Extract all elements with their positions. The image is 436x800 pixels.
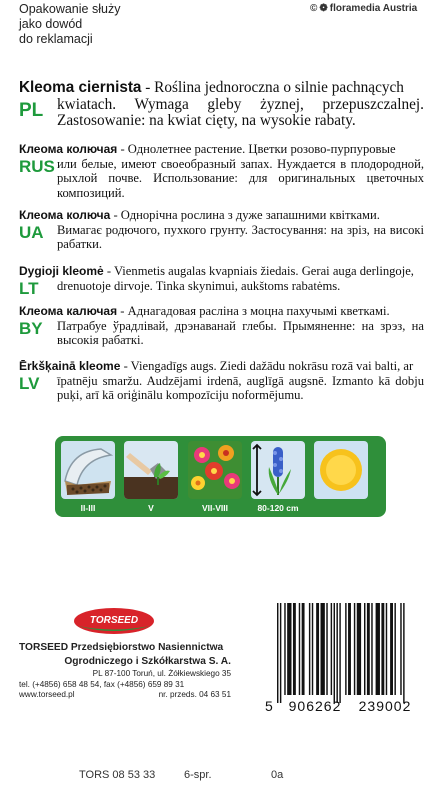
description-text: Патрабуе ўрадлівай, дрэнаванай глебы. Прымяненне: на зрэз, на высокія рабаткі.: [57, 318, 424, 348]
description-text: - Однорічна рослина з дуже запашними квітками.: [113, 208, 380, 222]
cultivation-icons-strip: [55, 436, 386, 517]
company-name: TORSEED Przedsiębiorstwo Nasiennictwa: [19, 642, 224, 653]
greenhouse-icon: [61, 441, 115, 499]
barcode-bar: [376, 603, 380, 695]
barcode-bar: [381, 603, 384, 695]
copyright-icon: ©: [310, 3, 318, 14]
company-registration: nr. przeds. 04 63 51: [158, 690, 231, 699]
barcode-bar: [331, 603, 332, 695]
description-text: - Однолетнее растение. Цветки розово-пурпуровые: [120, 142, 396, 156]
description-ua: [19, 208, 424, 252]
brand-credit: [310, 3, 417, 14]
spr-code: 6-spr.: [184, 769, 212, 781]
barcode-left-digits: 906262: [288, 698, 342, 714]
note-line: jako dowód: [19, 17, 83, 31]
barcode-bar: [371, 603, 372, 695]
description-lv: [19, 359, 424, 403]
description-text: kwiatach. Wymaga gleby żyznej, przepuszczalnej. Zastosowanie: na kwiat cięty, na wysokie rabaty.: [57, 95, 424, 129]
company-website: www.torseed.pl: [19, 690, 75, 699]
barcode-bar: [348, 603, 351, 695]
lang-code: LV: [19, 374, 40, 393]
lang-code: RUS: [19, 157, 55, 176]
company-info: [19, 641, 231, 701]
barcode-bar: [334, 603, 335, 703]
barcode-bar: [345, 603, 346, 695]
plant-name: Ērkšķainā kleome: [19, 359, 121, 373]
ean-barcode: [263, 603, 431, 715]
icon-label: V: [148, 503, 154, 513]
description-text: Вимагає родючого, пухкого грунту. Застосування: на зріз, на високі рабатки.: [57, 222, 424, 252]
barcode-bar: [390, 603, 393, 695]
barcode-bar: [336, 603, 337, 703]
barcode-bar: [284, 603, 285, 695]
lang-code: LT: [19, 279, 39, 298]
description-text: - Аднагадовая расліна з моцна пахучымі кветкамі.: [120, 304, 390, 318]
lang-code: PL: [19, 100, 44, 121]
note-line: Opakowanie służy: [19, 2, 121, 16]
barcode-bar: [367, 603, 370, 695]
barcode-bar: [316, 603, 319, 695]
flowers-icon: [188, 441, 242, 499]
description-lt: [19, 264, 424, 298]
barcode-first-digit: 5: [265, 698, 273, 714]
barcode-bar: [309, 603, 310, 695]
torseed-logo: [73, 606, 155, 636]
brand-name: floramedia Austria: [329, 3, 418, 14]
description-text: - Vienmetis augalas kvapniais žiedais. Gerai auga derlingoje,: [106, 264, 414, 278]
company-name: Ogrodniczego i Szkółkarstwa S. A.: [64, 656, 231, 667]
icon-label: II-III: [80, 503, 96, 513]
plant-name: Клеома калючая: [19, 304, 118, 318]
description-text: - Roślina jednoroczna o silnie pachnących: [145, 79, 404, 96]
icon-label: 80-120 cm: [257, 503, 299, 513]
barcode-bar: [386, 603, 387, 695]
barcode-bar: [293, 603, 296, 695]
sun-icon: [314, 441, 368, 499]
description-rus: [19, 142, 424, 200]
description-text: īpatnēju smaržu. Audzējami irdenā, auglīgā augsnē. Izmanto kā dobju puķi, arī kā oriģinālu kompozīciju noformējumu.: [57, 373, 424, 403]
product-code: TORS 08 53 33: [79, 769, 156, 781]
barcode-bar: [357, 603, 361, 695]
barcode-bar: [312, 603, 313, 695]
complaint-note: [19, 2, 120, 47]
barcode-bar: [394, 603, 395, 695]
plant-name: Kleoma ciernista: [19, 79, 142, 96]
logo-text: TORSEED: [89, 615, 139, 626]
barcode-bar: [280, 603, 281, 703]
barcode-bar: [339, 603, 340, 703]
plant-name: Клеома колюча: [19, 208, 111, 222]
planting-icon: [124, 441, 178, 499]
barcode-bar: [302, 603, 305, 695]
variant-code: 0a: [271, 769, 284, 781]
barcode-bar: [287, 603, 291, 695]
description-text: или белые, имеют своеобразный запах. Нуждается в плодородной, рыхлой почве. Использование: для оригинальных цветочных композиций.: [57, 156, 424, 200]
note-line: do reklamacji: [19, 32, 93, 46]
barcode-bar: [364, 603, 365, 695]
lang-code: UA: [19, 223, 44, 242]
barcode-bar: [403, 603, 404, 703]
plant-name: Клеома колючая: [19, 142, 118, 156]
description-pl: [19, 80, 424, 130]
barcode-bar: [277, 603, 278, 703]
floramedia-logo-icon: ❁: [319, 3, 328, 14]
plant-name: Dygioji kleomė: [19, 264, 104, 278]
barcode-bars: [277, 603, 405, 703]
barcode-right-digits: 239002: [358, 698, 412, 714]
description-by: [19, 304, 424, 348]
company-phone: tel. (+4856) 658 48 54, fax (+4856) 659 89 31: [19, 679, 185, 689]
barcode-bar: [299, 603, 300, 695]
description-text: drenuotoje dirvoje. Tinka skynimui, aukštoms rabatėms.: [57, 278, 341, 293]
barcode-bar: [400, 603, 401, 695]
description-text: - Viengadīgs augs. Ziedi dažādu nokrāsu rozā vai balti, ar: [123, 359, 414, 373]
icon-label: VII-VIII: [202, 503, 228, 513]
barcode-bar: [326, 603, 327, 695]
height-icon: [251, 441, 305, 499]
barcode-bar: [321, 603, 325, 695]
lang-code: BY: [19, 319, 43, 338]
company-address: PL 87-100 Toruń, ul. Żółkiewskiego 35: [92, 669, 231, 678]
barcode-bar: [354, 603, 355, 695]
